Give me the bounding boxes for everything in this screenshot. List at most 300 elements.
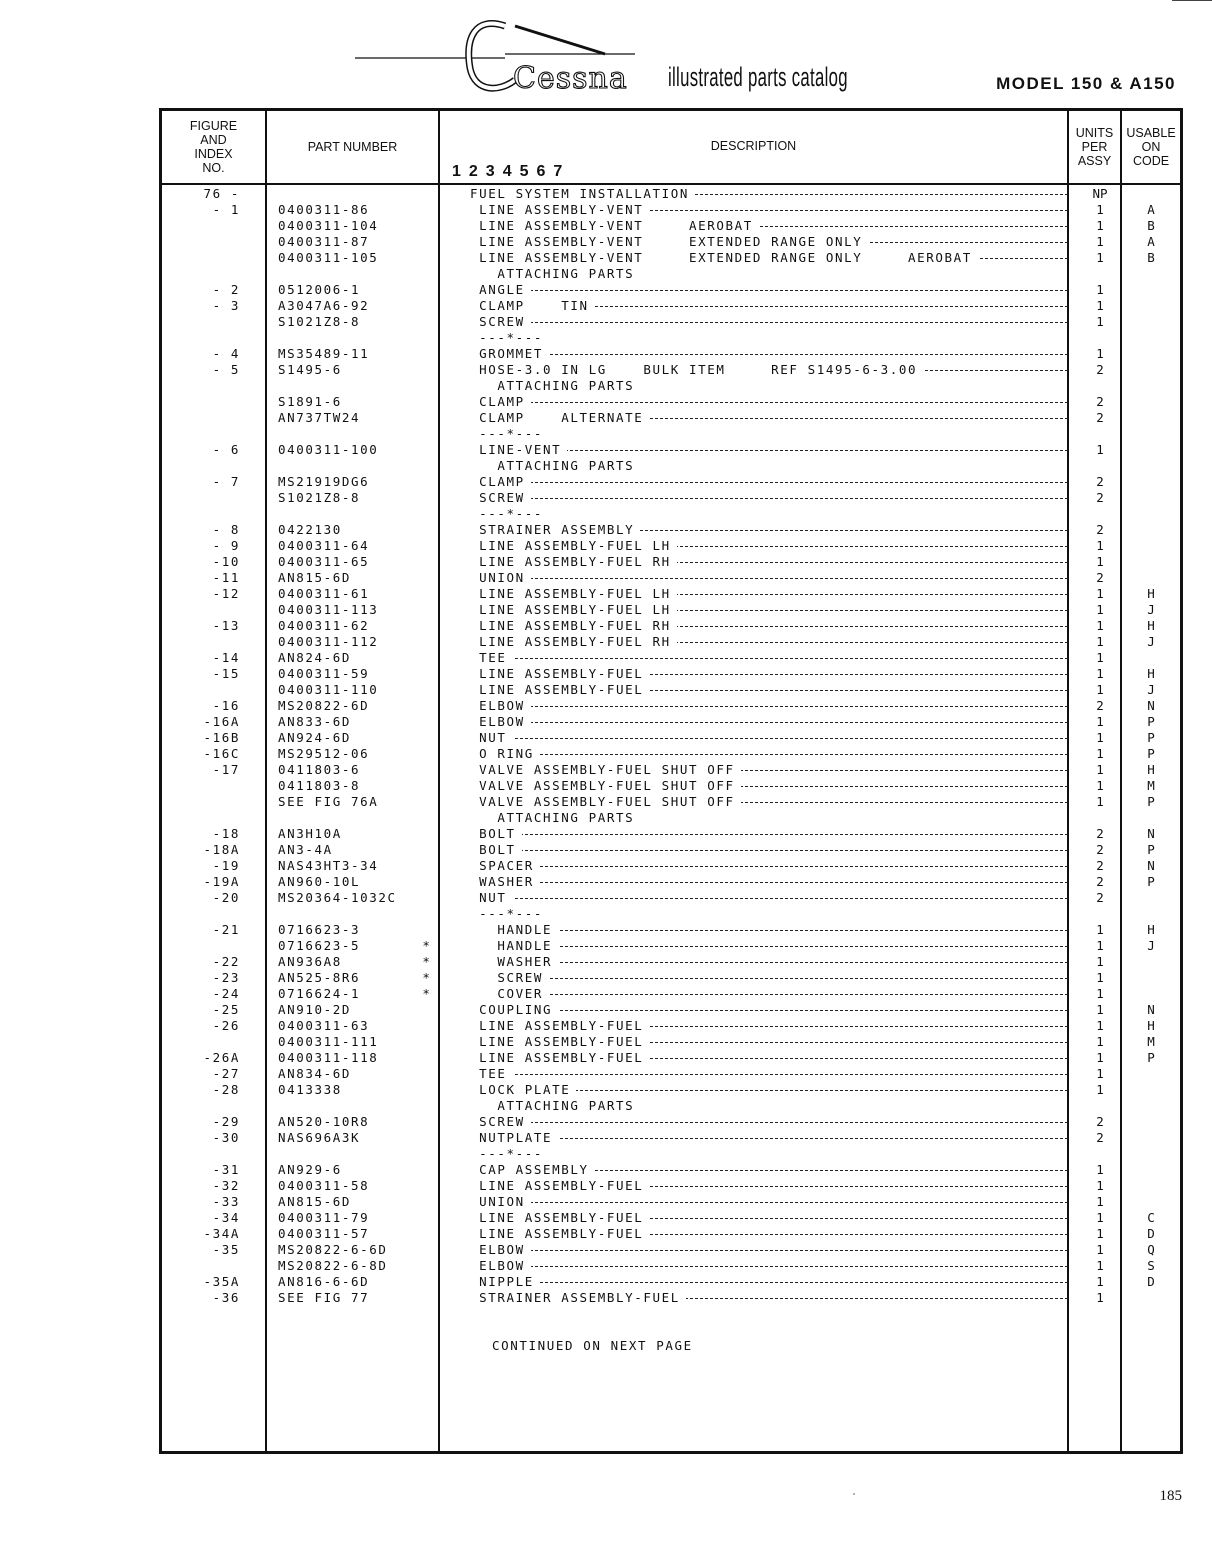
usable-code: C — [1147, 1210, 1155, 1225]
description-text: LINE ASSEMBLY-VENT AEROBAT — [470, 218, 759, 233]
figure-index: -16C — [203, 746, 240, 761]
part-number: AN525-8R6 — [278, 970, 361, 985]
part-number: AN929-6 — [278, 1162, 342, 1177]
table-row — [162, 1274, 1180, 1290]
description-text: VALVE ASSEMBLY-FUEL SHUT OFF — [470, 778, 741, 793]
table-row — [162, 426, 1180, 442]
table-row — [162, 762, 1180, 778]
units-per-assy: 1 — [1096, 1050, 1104, 1065]
description — [470, 1290, 1068, 1305]
description — [470, 922, 1068, 937]
description-text: WASHER — [470, 874, 540, 889]
part-number: MS20364-1032C — [278, 890, 397, 905]
part-number: 0413338 — [278, 1082, 342, 1097]
description — [470, 602, 1068, 617]
part-number: 0400311-58 — [278, 1178, 370, 1193]
description — [470, 394, 1068, 409]
figure-index: -35A — [203, 1274, 240, 1289]
description-text: HOSE-3.0 IN LG BULK ITEM REF S1495-6-3.00 — [470, 362, 923, 377]
figure-index: -16 — [212, 698, 240, 713]
description-text: HANDLE — [470, 922, 558, 937]
description-text: ATTACHING PARTS — [470, 1098, 640, 1113]
part-number: A3047A6-92 — [278, 298, 370, 313]
units-per-assy: 1 — [1096, 970, 1104, 985]
cessna-logo — [355, 18, 645, 98]
description-text: ---*--- — [470, 330, 549, 345]
description-text: LINE ASSEMBLY-FUEL LH — [470, 602, 677, 617]
description — [470, 362, 1068, 377]
units-per-assy: 1 — [1096, 794, 1104, 809]
description — [470, 218, 1068, 233]
description — [470, 250, 1068, 265]
figure-index: -34 — [212, 1210, 240, 1225]
figure-index: - 8 — [212, 522, 240, 537]
description — [470, 650, 1068, 665]
page-number: 185 — [1159, 1488, 1182, 1504]
table-row — [162, 714, 1180, 730]
figure-index: -27 — [212, 1066, 240, 1081]
units-per-assy: 1 — [1096, 954, 1104, 969]
units-per-assy: 2 — [1096, 858, 1104, 873]
figure-index: -13 — [212, 618, 240, 633]
table-row — [162, 1066, 1180, 1082]
usable-code: H — [1147, 762, 1155, 777]
usable-code: N — [1147, 858, 1155, 873]
description — [470, 1114, 1068, 1129]
part-number: AN824-6D — [278, 650, 352, 665]
table-row — [162, 186, 1180, 202]
figure-index: - 9 — [212, 538, 240, 553]
description — [470, 762, 1068, 777]
figure-index: -16A — [203, 714, 240, 729]
table-row — [162, 970, 1180, 986]
part-number: 0400311-105 — [278, 250, 379, 265]
description — [470, 794, 1068, 809]
figure-index: -31 — [212, 1162, 240, 1177]
figure-index: -17 — [212, 762, 240, 777]
svg-text:Cessna: Cessna — [513, 61, 628, 96]
units-per-assy: 2 — [1096, 890, 1104, 905]
description — [470, 938, 1068, 953]
units-per-assy: 1 — [1096, 250, 1104, 265]
description-text: NUT — [470, 890, 513, 905]
description-text: VALVE ASSEMBLY-FUEL SHUT OFF — [470, 762, 741, 777]
description-text: LINE ASSEMBLY-FUEL RH — [470, 554, 677, 569]
description-text: SCREW — [470, 970, 549, 985]
part-number: 0716623-5 — [278, 938, 361, 953]
usable-code: B — [1147, 250, 1155, 265]
table-row — [162, 570, 1180, 586]
model-label: MODEL 150 & A150 — [996, 74, 1176, 93]
units-per-assy: 1 — [1096, 202, 1104, 217]
part-number: SEE FIG 77 — [278, 1290, 370, 1305]
description-text: ELBOW — [470, 1258, 531, 1273]
description-text: ATTACHING PARTS — [470, 378, 640, 393]
part-number: S1021Z8-8 — [278, 314, 361, 329]
description-text: ELBOW — [470, 698, 531, 713]
part-number: 0512006-1 — [278, 282, 361, 297]
description — [470, 506, 1068, 521]
description-text: STRAINER ASSEMBLY-FUEL — [470, 1290, 686, 1305]
part-number: 0400311-100 — [278, 442, 379, 457]
usable-code: J — [1147, 634, 1155, 649]
table-row — [162, 1194, 1180, 1210]
description-text: ATTACHING PARTS — [470, 810, 640, 825]
figure-index: -16B — [203, 730, 240, 745]
figure-index: 76 - — [203, 186, 240, 201]
description — [470, 986, 1068, 1001]
units-per-assy: 1 — [1096, 1002, 1104, 1017]
catalog-title: illustrated parts catalog — [668, 62, 848, 92]
figure-index: -19A — [203, 874, 240, 889]
description-text: CLAMP — [470, 394, 531, 409]
table-row — [162, 1050, 1180, 1066]
description-text: LINE ASSEMBLY-VENT EXTENDED RANGE ONLY AEROBAT — [470, 250, 978, 265]
page-header — [0, 0, 1212, 108]
description-text: LINE ASSEMBLY-FUEL RH — [470, 634, 677, 649]
units-per-assy: 1 — [1096, 442, 1104, 457]
description — [470, 698, 1068, 713]
description — [470, 554, 1068, 569]
units-per-assy: 1 — [1096, 762, 1104, 777]
units-per-assy: 2 — [1096, 874, 1104, 889]
part-number: AN815-6D — [278, 1194, 352, 1209]
description — [470, 298, 1068, 313]
part-number: AN3H10A — [278, 826, 342, 841]
description-text: TEE — [470, 1066, 513, 1081]
figure-index: -26A — [203, 1050, 240, 1065]
units-per-assy: 1 — [1096, 1018, 1104, 1033]
part-number: AN737TW24 — [278, 410, 361, 425]
part-number: 0411803-8 — [278, 778, 361, 793]
asterisk-marker: * — [422, 986, 432, 1001]
description-text: SCREW — [470, 314, 531, 329]
description-text: O RING — [470, 746, 540, 761]
table-row — [162, 618, 1180, 634]
table-row — [162, 842, 1180, 858]
description — [470, 970, 1068, 985]
table-row — [162, 874, 1180, 890]
table-row — [162, 586, 1180, 602]
description-text: CLAMP TIN — [470, 298, 595, 313]
table-row — [162, 906, 1180, 922]
description — [470, 586, 1068, 601]
figure-index: - 7 — [212, 474, 240, 489]
part-number: MS20822-6D — [278, 698, 370, 713]
part-number: NAS43HT3-34 — [278, 858, 379, 873]
units-per-assy: 1 — [1096, 1258, 1104, 1273]
table-row — [162, 362, 1180, 378]
description — [470, 730, 1068, 745]
figure-index: -25 — [212, 1002, 240, 1017]
description-text: SPACER — [470, 858, 540, 873]
table-row — [162, 234, 1180, 250]
table-row — [162, 602, 1180, 618]
usable-code: H — [1147, 666, 1155, 681]
header-description: DESCRIPTION — [710, 139, 797, 153]
description — [470, 378, 1068, 393]
description-text: LINE-VENT — [470, 442, 567, 457]
table-row — [162, 1146, 1180, 1162]
figure-index: -12 — [212, 586, 240, 601]
usable-code: P — [1147, 842, 1155, 857]
usable-code: P — [1147, 746, 1155, 761]
header-divider — [162, 183, 1180, 185]
table-row — [162, 394, 1180, 410]
description — [470, 858, 1068, 873]
description-text: UNION — [470, 570, 531, 585]
description — [470, 426, 1068, 441]
part-number: AN936A8 — [278, 954, 342, 969]
part-number: 0411803-6 — [278, 762, 361, 777]
description-text: ---*--- — [470, 426, 549, 441]
table-row — [162, 442, 1180, 458]
part-number: 0400311-65 — [278, 554, 370, 569]
description — [470, 1178, 1068, 1193]
units-per-assy: 2 — [1096, 698, 1104, 713]
table-row — [162, 1226, 1180, 1242]
part-number: AN3-4A — [278, 842, 333, 857]
description — [470, 1050, 1068, 1065]
part-number: MS21919DG6 — [278, 474, 370, 489]
units-per-assy: 1 — [1096, 1194, 1104, 1209]
part-number: 0400311-79 — [278, 1210, 370, 1225]
units-per-assy: 1 — [1096, 1226, 1104, 1241]
description-text: CLAMP ALTERNATE — [470, 410, 649, 425]
description — [470, 1194, 1068, 1209]
units-per-assy: 2 — [1096, 362, 1104, 377]
table-row — [162, 1082, 1180, 1098]
description — [470, 266, 1068, 281]
usable-code: Q — [1147, 1242, 1155, 1257]
description-text: LINE ASSEMBLY-FUEL — [470, 1178, 649, 1193]
table-row — [162, 1210, 1180, 1226]
figure-index: -18A — [203, 842, 240, 857]
table-body — [162, 186, 1180, 1354]
description-text: BOLT — [470, 842, 522, 857]
table-row — [162, 522, 1180, 538]
units-per-assy: 1 — [1096, 1210, 1104, 1225]
description-text: ---*--- — [470, 1146, 549, 1161]
figure-index: -20 — [212, 890, 240, 905]
header-units-per-assy: UNITS PER ASSY — [1075, 126, 1114, 168]
description — [470, 826, 1068, 841]
description-text: STRAINER ASSEMBLY — [470, 522, 640, 537]
figure-index: -24 — [212, 986, 240, 1001]
figure-index: -26 — [212, 1018, 240, 1033]
asterisk-marker: * — [422, 954, 432, 969]
usable-code: S — [1147, 1258, 1155, 1273]
units-per-assy: 1 — [1096, 1290, 1104, 1305]
part-number: 0400311-61 — [278, 586, 370, 601]
table-row — [162, 1002, 1180, 1018]
description — [470, 1098, 1068, 1113]
table-row — [162, 634, 1180, 650]
part-number: AN833-6D — [278, 714, 352, 729]
table-row — [162, 730, 1180, 746]
units-per-assy: 1 — [1096, 1082, 1104, 1097]
table-row — [162, 298, 1180, 314]
units-per-assy: 2 — [1096, 474, 1104, 489]
description-text: CAP ASSEMBLY — [470, 1162, 595, 1177]
part-number: S1495-6 — [278, 362, 342, 377]
table-row — [162, 826, 1180, 842]
part-number: 0400311-57 — [278, 1226, 370, 1241]
usable-code: J — [1147, 938, 1155, 953]
description — [470, 522, 1068, 537]
usable-code: P — [1147, 794, 1155, 809]
asterisk-marker: * — [422, 938, 432, 953]
table-row — [162, 682, 1180, 698]
description — [470, 186, 1068, 201]
description — [470, 346, 1068, 361]
description-text: LINE ASSEMBLY-VENT — [470, 202, 649, 217]
table-row — [162, 282, 1180, 298]
table-row — [162, 1018, 1180, 1034]
part-number: 0400311-112 — [278, 634, 379, 649]
table-row — [162, 202, 1180, 218]
table-row — [162, 346, 1180, 362]
figure-index: -18 — [212, 826, 240, 841]
units-per-assy: 1 — [1096, 282, 1104, 297]
header-usable-on-code: USABLE ON CODE — [1126, 126, 1176, 168]
part-number: AN910-2D — [278, 1002, 352, 1017]
description — [470, 1018, 1068, 1033]
description — [470, 778, 1068, 793]
part-number: 0400311-62 — [278, 618, 370, 633]
figure-index: -34A — [203, 1226, 240, 1241]
description-text: ATTACHING PARTS — [470, 266, 640, 281]
description-text: LOCK PLATE — [470, 1082, 576, 1097]
part-number: 0400311-59 — [278, 666, 370, 681]
figure-index: -11 — [212, 570, 240, 585]
description — [470, 234, 1068, 249]
description-text: LINE ASSEMBLY-FUEL — [470, 1034, 649, 1049]
description — [470, 1210, 1068, 1225]
units-per-assy: 1 — [1096, 218, 1104, 233]
usable-code: J — [1147, 682, 1155, 697]
usable-code: P — [1147, 1050, 1155, 1065]
description — [470, 1242, 1068, 1257]
description-text: LINE ASSEMBLY-FUEL — [470, 666, 649, 681]
units-per-assy: 1 — [1096, 1178, 1104, 1193]
figure-index: - 1 — [212, 202, 240, 217]
description — [470, 1082, 1068, 1097]
units-per-assy: 2 — [1096, 826, 1104, 841]
description — [470, 570, 1068, 585]
figure-index: - 2 — [212, 282, 240, 297]
usable-code: B — [1147, 218, 1155, 233]
units-per-assy: 2 — [1096, 842, 1104, 857]
description — [470, 634, 1068, 649]
part-number: S1891-6 — [278, 394, 342, 409]
description — [470, 890, 1068, 905]
description — [470, 1034, 1068, 1049]
part-number: AN816-6-6D — [278, 1274, 370, 1289]
usable-code: A — [1147, 202, 1155, 217]
parts-table — [159, 108, 1183, 1454]
units-per-assy: 2 — [1096, 410, 1104, 425]
part-number: S1021Z8-8 — [278, 490, 361, 505]
asterisk-marker: * — [422, 970, 432, 985]
table-row — [162, 778, 1180, 794]
figure-index: - 6 — [212, 442, 240, 457]
description — [470, 1274, 1068, 1289]
table-row — [162, 810, 1180, 826]
part-number: 0400311-113 — [278, 602, 379, 617]
table-row — [162, 858, 1180, 874]
part-number: 0400311-111 — [278, 1034, 379, 1049]
description — [470, 906, 1068, 921]
table-row — [162, 1130, 1180, 1146]
table-row — [162, 1114, 1180, 1130]
table-row — [162, 554, 1180, 570]
table-row — [162, 218, 1180, 234]
usable-code: D — [1147, 1226, 1155, 1241]
usable-code: P — [1147, 714, 1155, 729]
description-text: ---*--- — [470, 506, 549, 521]
part-number: AN960-10L — [278, 874, 361, 889]
figure-index: -36 — [212, 1290, 240, 1305]
description — [470, 202, 1068, 217]
table-row — [162, 474, 1180, 490]
units-per-assy: 2 — [1096, 1130, 1104, 1145]
units-per-assy: 2 — [1096, 570, 1104, 585]
table-row — [162, 250, 1180, 266]
table-row — [162, 1290, 1180, 1306]
description-text: NIPPLE — [470, 1274, 540, 1289]
units-per-assy: 1 — [1096, 634, 1104, 649]
usable-code: H — [1147, 1018, 1155, 1033]
figure-index: -33 — [212, 1194, 240, 1209]
part-number: AN834-6D — [278, 1066, 352, 1081]
units-per-assy: 2 — [1096, 522, 1104, 537]
figure-index: -22 — [212, 954, 240, 969]
description — [470, 746, 1068, 761]
description-text: LINE ASSEMBLY-FUEL LH — [470, 586, 677, 601]
description — [470, 1162, 1068, 1177]
table-row — [162, 890, 1180, 906]
description-text: SCREW — [470, 490, 531, 505]
table-row — [162, 938, 1180, 954]
units-per-assy: 1 — [1096, 554, 1104, 569]
part-number: AN520-10R8 — [278, 1114, 370, 1129]
description-text: NUTPLATE — [470, 1130, 558, 1145]
header-figure-index: FIGURE AND INDEX NO. — [189, 119, 238, 175]
table-row — [162, 746, 1180, 762]
table-row — [162, 490, 1180, 506]
table-row — [162, 458, 1180, 474]
description-text: LINE ASSEMBLY-FUEL — [470, 1050, 649, 1065]
units-per-assy: 2 — [1096, 394, 1104, 409]
table-row — [162, 1242, 1180, 1258]
part-number: NAS696A3K — [278, 1130, 361, 1145]
continued-note: CONTINUED ON NEXT PAGE — [492, 1338, 693, 1353]
part-number: 0400311-104 — [278, 218, 379, 233]
part-number: MS20822-6-8D — [278, 1258, 388, 1273]
table-row — [162, 1162, 1180, 1178]
description-text: GROMMET — [470, 346, 549, 361]
units-per-assy: 1 — [1096, 346, 1104, 361]
figure-index: -15 — [212, 666, 240, 681]
figure-index: -30 — [212, 1130, 240, 1145]
figure-index: - 4 — [212, 346, 240, 361]
table-row — [162, 410, 1180, 426]
description — [470, 538, 1068, 553]
scan-speck — [853, 1493, 855, 1495]
usable-code: M — [1147, 778, 1155, 793]
usable-code: P — [1147, 874, 1155, 889]
